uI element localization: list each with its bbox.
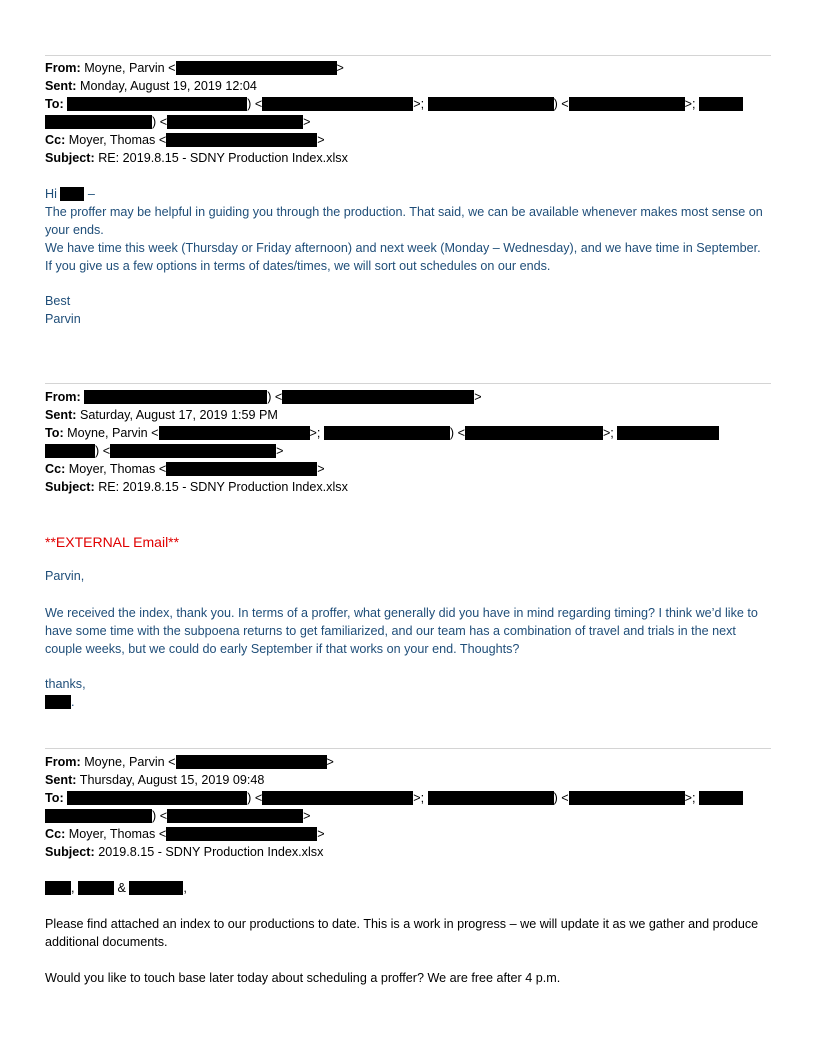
sent-value: Saturday, August 17, 2019 1:59 PM <box>79 408 278 422</box>
from-name: Moyne, Parvin < <box>84 61 176 75</box>
sent-value: Monday, August 19, 2019 12:04 <box>79 79 257 93</box>
signature: . <box>45 695 75 710</box>
redaction <box>428 791 554 805</box>
cc-name: Moyer, Thomas < <box>68 133 167 147</box>
to-line: To: Moyne, Parvin < >; ) < >; <box>45 426 719 441</box>
body-paragraph: Would you like to touch base later today about scheduling a proffer? We are free after 4 p.m. <box>45 971 561 985</box>
subject-value: RE: 2019.8.15 - SDNY Production Index.xlsx <box>98 151 348 165</box>
signature: Parvin <box>45 312 81 326</box>
redaction <box>166 827 317 841</box>
cc-line: Cc: Moyer, Thomas < > <box>45 462 325 476</box>
redaction <box>45 115 152 129</box>
cc-line: Cc: Moyer, Thomas < > <box>45 827 325 841</box>
cc-name: Moyer, Thomas < <box>68 827 167 841</box>
body-paragraph: The proffer may be helpful in guiding you through the production. That said, we can be available whenever makes most sense on your ends. <box>45 205 763 237</box>
greeting: Parvin, <box>45 569 85 583</box>
redaction <box>129 881 183 895</box>
signoff: Best <box>45 294 71 308</box>
subject-value: 2019.8.15 - SDNY Production Index.xlsx <box>98 845 324 859</box>
redaction <box>78 881 114 895</box>
sent-line: Sent: Monday, August 19, 2019 12:04 <box>45 79 257 93</box>
from-line: From: Moyne, Parvin < > <box>45 755 334 769</box>
redaction <box>67 791 247 805</box>
from-line: From: ) < > <box>45 390 482 404</box>
redaction <box>699 97 743 111</box>
redaction <box>67 97 247 111</box>
separator-rule <box>45 748 771 749</box>
subject-line: Subject: 2019.8.15 - SDNY Production Index.xlsx <box>45 845 324 859</box>
body-paragraph: We have time this week (Thursday or Friday afternoon) and next week (Monday – Wednesday), and we have time in September. If you give us a few options in terms of dates/times, we will sort out schedules on our ends. <box>45 241 761 273</box>
redaction <box>45 881 71 895</box>
redaction <box>324 426 450 440</box>
redaction <box>262 791 413 805</box>
subject-line: Subject: RE: 2019.8.15 - SDNY Production Index.xlsx <box>45 151 348 165</box>
redaction <box>617 426 719 440</box>
cc-name: Moyer, Thomas < <box>68 462 167 476</box>
cc-line: Cc: Moyer, Thomas < > <box>45 133 325 147</box>
to-line-continued: ) < > <box>45 809 310 824</box>
separator-rule <box>45 383 771 384</box>
redaction <box>84 390 267 404</box>
to-name: Moyne, Parvin < <box>67 426 159 440</box>
subject-value: RE: 2019.8.15 - SDNY Production Index.xlsx <box>98 480 348 494</box>
redaction <box>159 426 310 440</box>
sent-line: Sent: Thursday, August 15, 2019 09:48 <box>45 773 265 787</box>
signoff: thanks, <box>45 677 86 691</box>
to-line-continued: ) < > <box>45 444 283 459</box>
redaction <box>569 791 685 805</box>
redaction <box>176 755 327 769</box>
redaction <box>262 97 413 111</box>
redaction <box>699 791 743 805</box>
sent-value: Thursday, August 15, 2019 09:48 <box>79 773 265 787</box>
to-line: To: ) < >; ) < >; <box>45 97 743 112</box>
from-line: From: Moyne, Parvin < > <box>45 61 344 75</box>
redaction <box>166 462 317 476</box>
redaction <box>282 390 474 404</box>
external-email-banner: **EXTERNAL Email** <box>45 534 180 550</box>
redaction <box>45 695 71 709</box>
sent-line: Sent: Saturday, August 17, 2019 1:59 PM <box>45 408 278 422</box>
subject-line: Subject: RE: 2019.8.15 - SDNY Production Index.xlsx <box>45 480 348 494</box>
to-line: To: ) < >; ) < >; <box>45 791 743 806</box>
body-paragraph: We received the index, thank you. In terms of a proffer, what generally did you have in mind regarding timing? I think we’d like to have some time with the subpoena returns to get familiarized, and our team has a combination of travel and trials in the next couple weeks, but we could do early September if that works on your end. Thoughts? <box>45 606 758 656</box>
body-paragraph: Please find attached an index to our productions to date. This is a work in progress – we will update it as we gather and produce additional documents. <box>45 917 759 949</box>
redaction <box>45 444 95 458</box>
to-line-continued: ) < > <box>45 115 310 130</box>
redaction <box>166 133 317 147</box>
redaction <box>45 809 152 823</box>
separator-rule <box>45 55 771 56</box>
redaction <box>167 809 303 823</box>
redaction <box>465 426 603 440</box>
redaction <box>176 61 337 75</box>
greeting: , & , <box>45 881 187 896</box>
redaction <box>428 97 554 111</box>
redaction <box>167 115 303 129</box>
from-name: Moyne, Parvin < <box>84 755 176 769</box>
redaction <box>569 97 685 111</box>
redaction <box>60 187 84 201</box>
redaction <box>110 444 276 458</box>
greeting: Hi – <box>45 187 95 201</box>
